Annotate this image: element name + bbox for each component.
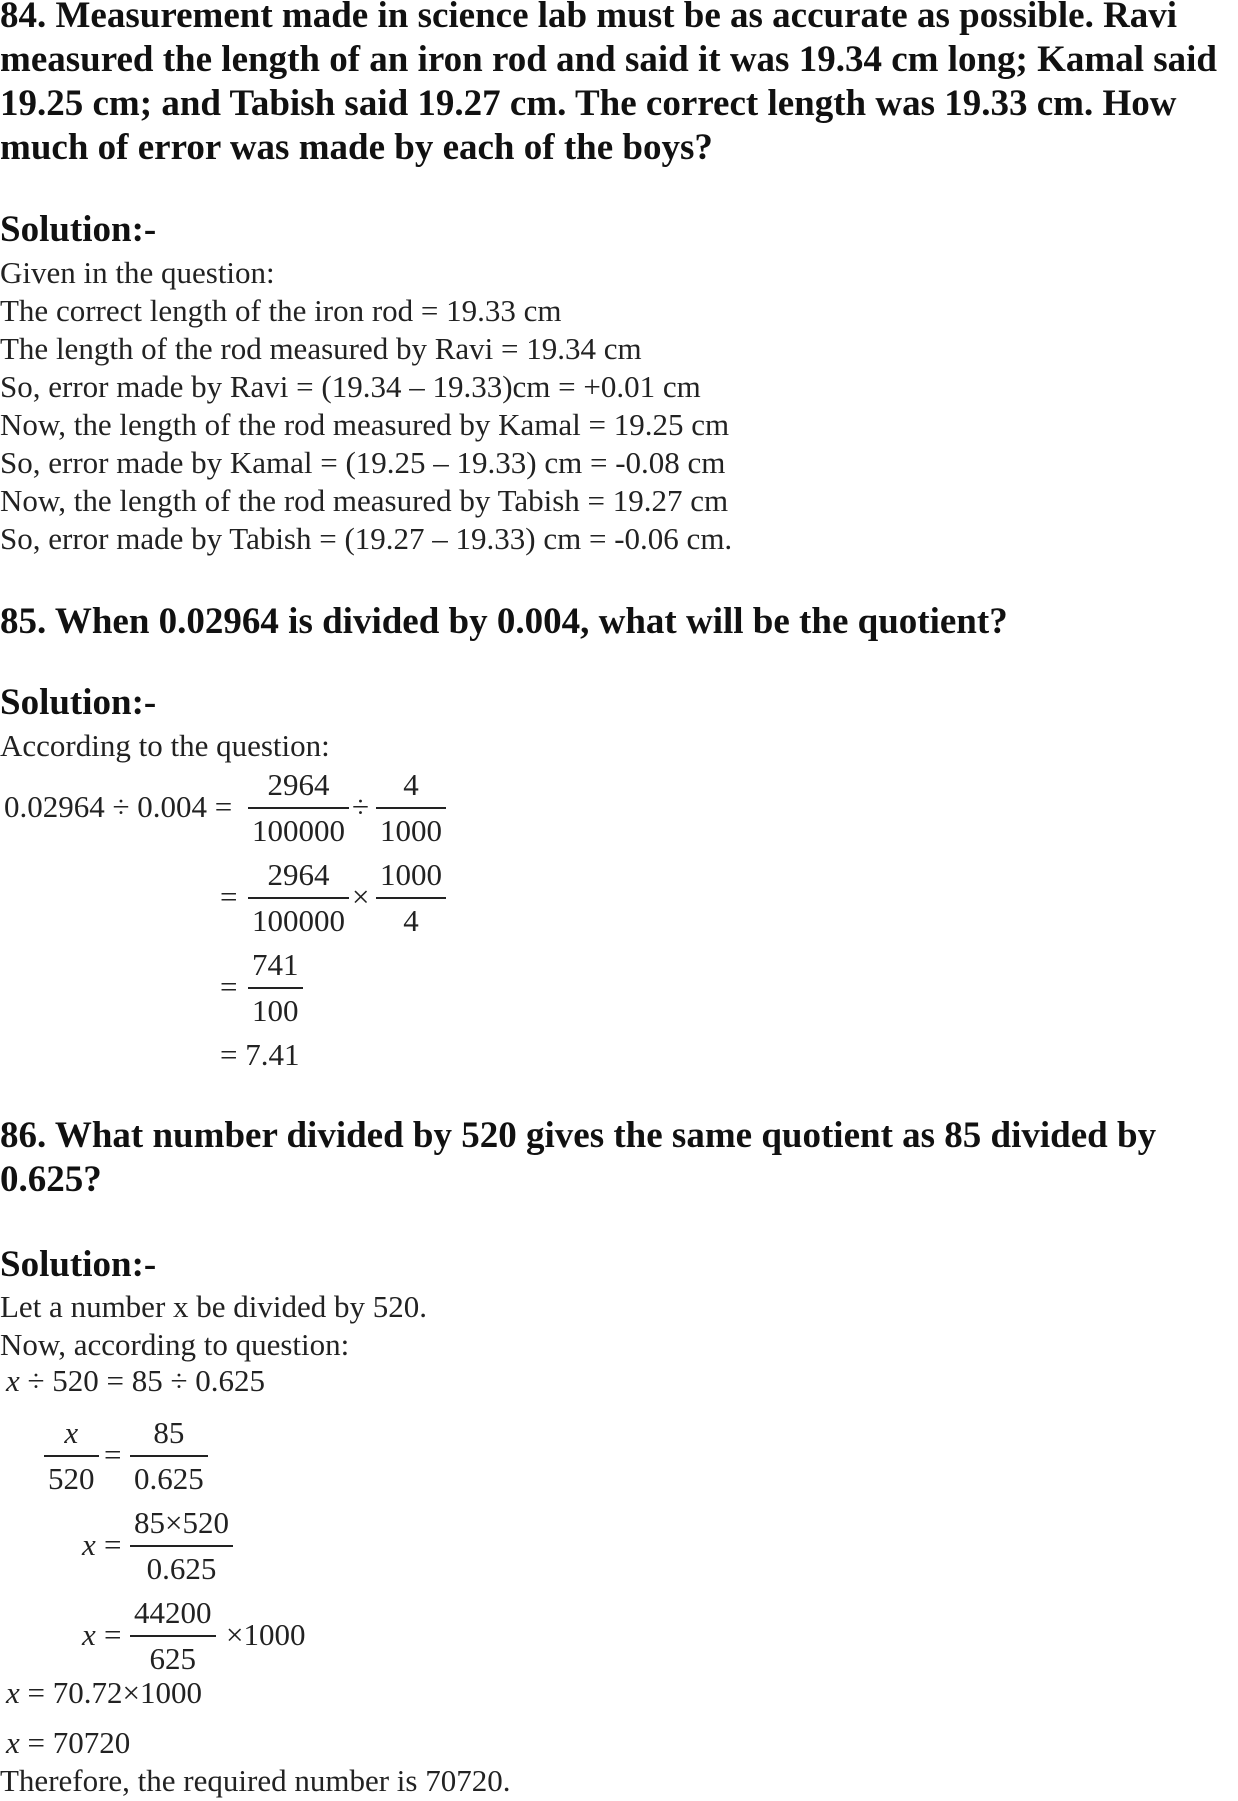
question-84-title: 84. Measurement made in science lab must be as accurate as possible. Ravi measured the length of an iron rod and said it was 19.34 cm long; Kamal said 19.25 cm; and Tabish said 19.27 cm. The correct length was 19.33 cm. How much of error was made by each of the boys? [0,0,1218,168]
multiply-1000: ×1000 [226,1617,306,1652]
fraction-4-over-1000: 4 1000 [376,766,446,850]
solution-label-86: Solution:- [0,1244,157,1285]
fraction-85-over-0-625: 85 0.625 [130,1414,208,1498]
equation-line: x = 70720 [6,1725,131,1760]
solution-line: Let a number x be divided by 520. [0,1289,428,1324]
fraction-85x520-over-0-625: 85×520 0.625 [130,1504,233,1588]
solution-line: According to the question: [0,728,330,763]
solution-line: Now, according to question: [0,1327,350,1362]
variable-x: x [82,1617,96,1652]
solution-line: Now, the length of the rod measured by Kamal = 19.25 cm [0,407,730,442]
question-85-title: 85. When 0.02964 is divided by 0.004, what will be the quotient? [0,601,1008,642]
equation-line: x ÷ 520 = 85 ÷ 0.625 [6,1363,266,1398]
fraction-1000-over-4: 1000 4 [376,856,446,940]
variable-x: x [82,1527,96,1562]
solution-label-85: Solution:- [0,682,157,723]
fraction-x-over-520: x 520 [44,1414,99,1498]
equation-lhs: 0.02964 ÷ 0.004 = [4,789,233,824]
solution-line: Now, the length of the rod measured by Tabish = 19.27 cm [0,483,729,518]
equals-sign: = [220,879,238,914]
solution-line: Given in the question: [0,255,275,290]
fraction-741-over-100: 741 100 [248,946,303,1030]
solution-line: So, error made by Kamal = (19.25 – 19.33) cm = -0.08 cm [0,445,726,480]
question-86-title: 86. What number divided by 520 gives the same quotient as 85 divided by 0.625? [0,1115,1157,1200]
fraction-2964-over-100000: 2964 100000 [248,766,349,850]
multiply-operator: × [352,879,370,914]
solution-line: So, error made by Tabish = (19.27 – 19.33) cm = -0.06 cm. [0,521,733,556]
equals-sign: = [104,1437,122,1472]
equals-sign: = [104,1617,122,1652]
fraction-2964-over-100000: 2964 100000 [248,856,349,940]
solution-line: So, error made by Ravi = (19.34 – 19.33)cm = +0.01 cm [0,369,701,404]
equals-sign: = [104,1527,122,1562]
divide-operator: ÷ [352,789,370,824]
solution-label-84: Solution:- [0,209,157,250]
equals-sign: = [220,969,238,1004]
fraction-44200-over-625: 44200 625 [130,1594,216,1678]
equation-line: x = 70.72×1000 [6,1675,202,1710]
solution-line: The correct length of the iron rod = 19.33 cm [0,293,562,328]
conclusion-line: Therefore, the required number is 70720. [0,1763,511,1798]
solution-line: The length of the rod measured by Ravi = 19.34 cm [0,331,642,366]
result-7-41: = 7.41 [220,1037,300,1072]
